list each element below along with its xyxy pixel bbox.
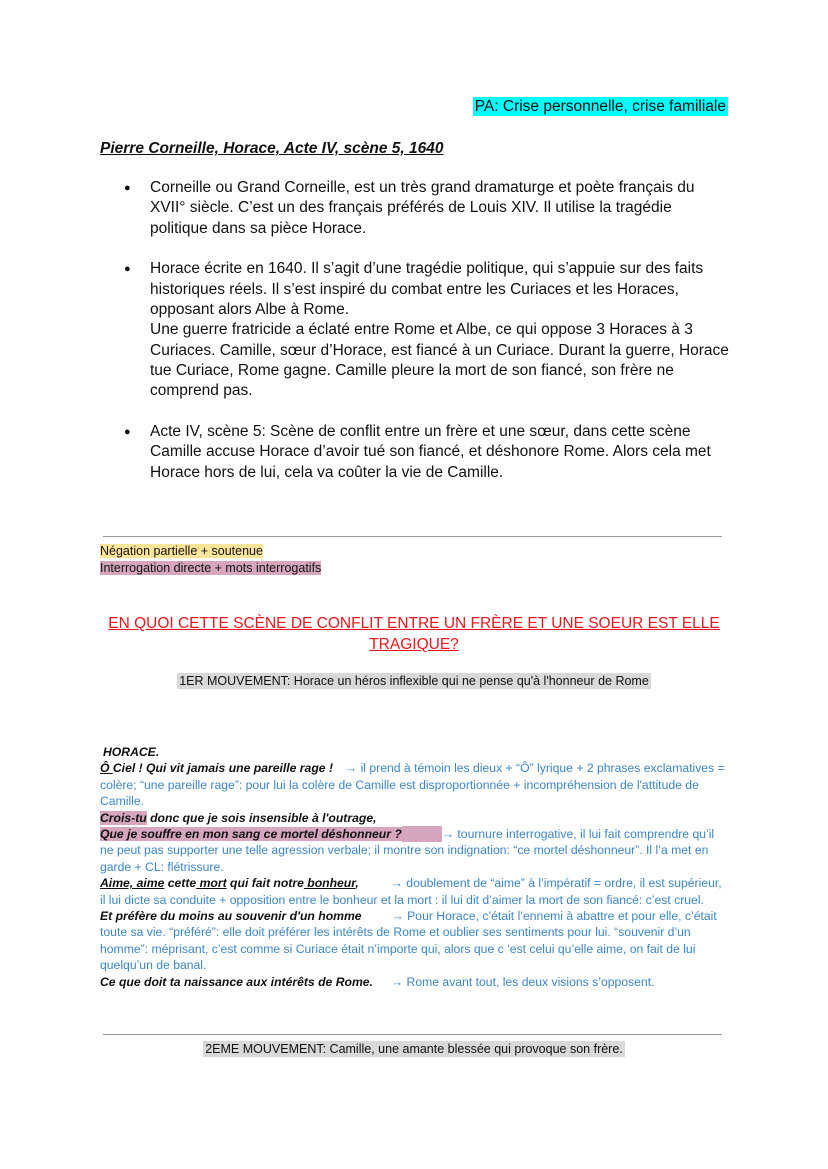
verse-4 (100, 876, 359, 890)
annotated-text (100, 744, 730, 990)
movement-1-heading (0, 674, 828, 688)
comment-1: → il prend à témoin les dieux + “Ô” lyrique + 2 phrases exclamatives = colère; “une pareille rage”: pour lui la colère de Camille est disproportionnée + incompréhension de l'attitude de Camille. (100, 761, 725, 809)
verse-annotation-6 (100, 974, 730, 990)
verse-annotation-3 (100, 826, 730, 875)
verse-annotation-5 (100, 908, 730, 974)
verse-1-underlined: Ô (100, 761, 113, 776)
comment-6: → Rome avant tout, les deux visions s’opposent. (390, 974, 655, 989)
subject-heading (473, 98, 728, 116)
verse-3: Que je souffre en mon sang ce mortel déshonneur ? (100, 827, 402, 842)
bullet-item-work (100, 259, 730, 401)
verse-annotation-1 (100, 760, 730, 809)
speaker-name: HORACE. (103, 745, 160, 759)
legend-yellow (100, 543, 263, 559)
verse-6: Ce que doit ta naissance aux intérêts de Rome. (100, 974, 373, 989)
verse-4-aime: Aime, aime (100, 876, 165, 891)
verse-4-bonheur: bonheur (303, 876, 356, 891)
legend-yellow-label: Négation partielle + soutenue (100, 544, 263, 558)
verse-5: Et préfère du moins au souvenir d'un homme (100, 909, 362, 924)
verse-1-text: Ciel ! Qui vit jamais une pareille rage ! (112, 761, 333, 776)
comment-4: → doublement de “aime” à l’impératif = ordre, il est supérieur, il lui dicte sa conduite + opposition entre le bonheur et la mort : il lui dit d’aimer la mort de son fiancé: c’est cruel. (100, 876, 722, 907)
bullet-text: Une guerre fratricide a éclaté entre Rome et Albe, ce qui oppose 3 Horaces à 3 Curiaces. Camille, sœur d’Horace, est fiancé à un Curiace. Durant la guerre, Horace tue Curiace, Rome gagne. Camille pleure la mort de son fiancé, son frère ne comprend pas. (150, 321, 729, 400)
verse-1 (100, 761, 333, 775)
verse-4-text: qui fait notre (226, 876, 304, 891)
verse-annotation-4 (100, 875, 730, 908)
legend-pink (100, 560, 321, 576)
legend-pink-label: Interrogation directe + mots interrogatifs (100, 561, 322, 575)
verse-4-mort: mort (196, 876, 227, 891)
bullet-item-author (100, 178, 730, 239)
bullet-text: ● Corneille ou Grand Corneille, est un très grand dramaturge et poète français du XVII° siècle. C’est un des français préférés de Louis XIV. Il utilise la tragédie politique dans sa pièce Horace. (150, 179, 695, 237)
bullet-text: ● Acte IV, scène 5: Scène de conflit entre un frère et une sœur, dans cette scène Camille accuse Horace d’avoir tué son fiancé, et déshonore Rome. Alors cela met Horace hors de lui, cela va coûter la vie de Camille. (150, 422, 711, 481)
comment-5: → Pour Horace, c’était l’ennemi à abattre et pour elle, c’était toute sa vie. “préféré”: elle doit préférer les intérêts de Rome et oublier ses sentiments pour lui. “souvenir d’un homme”: méprisant, c’est comme si Curiace était n’importe qui, alors que c ‘est celui qu’elle aime, on fait de lui quelqu’un de banal. (100, 909, 717, 973)
source-title: Pierre Corneille, Horace, Acte IV, scène 5, 1640 (100, 140, 444, 157)
horizontal-divider (103, 1034, 722, 1035)
verse-2-line (100, 810, 730, 826)
verse-2-highlight: Crois-tu (100, 810, 147, 825)
bullet-item-scene (100, 422, 730, 483)
movement-1-label: 1ER MOUVEMENT: Horace un héros inflexible qui ne pense qu'à l'honneur de Rome (179, 674, 649, 688)
verse-2 (100, 811, 377, 825)
subject-highlight: PA: Crise personnelle, crise familiale (474, 98, 726, 115)
movement-2-label: 2EME MOUVEMENT: Camille, une amante blessée qui provoque son frère. (205, 1042, 623, 1056)
problematique: EN QUOI CETTE SCÈNE DE CONFLIT ENTRE UN FRÈRE ET UNE SOEUR EST ELLE TRAGIQUE? (108, 615, 720, 653)
comment-3: → tournure interrogative, il lui fait comprendre qu’il ne peut pas supporter une telle agression verbale; il montre son indignation: “ce mortel déshonneur”. Il l’a met en garde + CL: flétrissure. (100, 827, 715, 874)
verse-2-text: donc que je sois insensible à l'outrage, (146, 810, 377, 825)
horizontal-divider (103, 536, 722, 537)
movement-2-heading (0, 1042, 828, 1056)
verse-4-text: cette (164, 876, 197, 891)
context-bullet-list (100, 178, 730, 503)
bullet-text: ● Horace écrite en 1640. Il s’agit d’une tragédie politique, qui s’appuie sur des faits historiques réels. Il s’est inspiré du combat entre les Curiaces et les Horaces, opposant alors Albe à Rome. (150, 260, 704, 318)
verse-4-text: , (355, 876, 359, 891)
